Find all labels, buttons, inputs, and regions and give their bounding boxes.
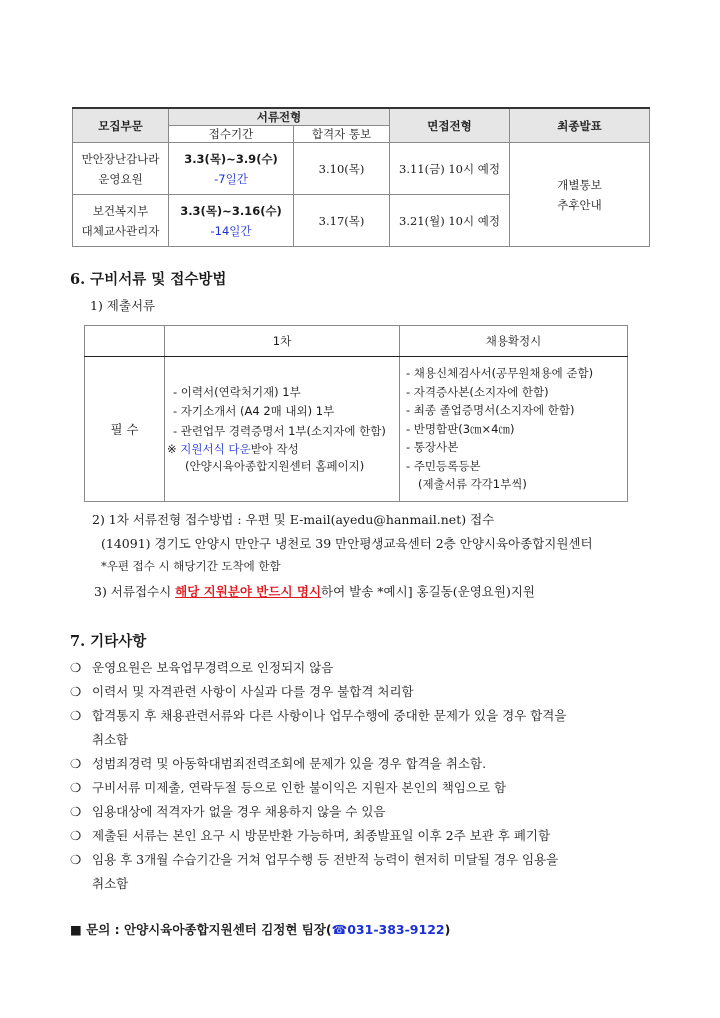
dept-name: 보건복지부 xyxy=(92,203,149,218)
note-mark: ※ xyxy=(167,442,177,457)
col-recruit: 모집부문 xyxy=(73,108,169,143)
circle-bullet-icon: ❍ xyxy=(70,828,82,843)
receipt-period: 3.3(목)~3.9(수) xyxy=(184,151,278,166)
receipt-days: -14일간 xyxy=(210,223,252,238)
receipt-period: 3.3(목)~3.16(수) xyxy=(180,203,282,218)
final-notice-later: 추후안내 xyxy=(557,197,602,212)
contact-line: ■ 문의 : 안양시육아종합지원센터 김정현 팀장(☎031-383-9122) xyxy=(70,922,451,937)
dept-role: 운영요원 xyxy=(98,171,143,186)
section-6-sub1: 1) 제출서류 xyxy=(90,298,156,313)
confirm-doc-item: - 주민등록등본 xyxy=(406,458,481,473)
col-final: 최종발표 xyxy=(510,108,650,143)
dept-role: 대체교사관리자 xyxy=(81,223,160,238)
col-first-round: 1차 xyxy=(165,326,400,357)
list-item: ❍ 성범죄경력 및 아동학대범죄전력조회에 문제가 있을 경우 합격을 취소함. xyxy=(70,756,487,771)
list-item-continued: 취소함 xyxy=(92,732,129,747)
section-6-sub2: 2) 1차 서류전형 접수방법 : 우편 및 E-mail(ayedu@hanmail.net) 접수 xyxy=(92,512,495,527)
notify-date: 3.17(목) xyxy=(294,195,390,247)
col-receipt-period: 접수기간 xyxy=(169,126,294,143)
first-doc-item: - 관련업무 경력증명서 1부(소지자에 한함) xyxy=(173,423,386,438)
circle-bullet-icon: ❍ xyxy=(70,660,82,675)
note-text: 받아 작성 xyxy=(250,442,299,457)
final-notice: 개별통보 xyxy=(557,177,602,192)
list-item: ❍ 제출된 서류는 본인 요구 시 방문반환 가능하며, 최종발표일 이후 2주 보관 후 폐기함 xyxy=(70,828,551,843)
table-row xyxy=(73,143,650,195)
col-notify: 합격자 통보 xyxy=(294,126,390,143)
receipt-days: -7일간 xyxy=(214,171,248,186)
interview-date: 3.21(월) 10시 예정 xyxy=(390,195,510,247)
section-7-title: 7. 기타사항 xyxy=(70,633,147,650)
list-item: ❍ 이력서 및 자격관련 사항이 사실과 다를 경우 불합격 처리함 xyxy=(70,684,414,699)
confirm-doc-note: (제출서류 각각1부씩) xyxy=(418,477,527,492)
contact-text: 문의 : 안양시육아종합지원센터 김정현 팀장( xyxy=(86,922,332,937)
circle-bullet-icon: ❍ xyxy=(70,804,82,819)
documents-table xyxy=(84,325,628,502)
confirm-doc-item: - 채용신체검사서(공무원채용에 준함) xyxy=(406,366,594,381)
circle-bullet-icon: ❍ xyxy=(70,708,82,723)
list-item: ❍ 임용대상에 적격자가 없을 경우 채용하지 않을 수 있음 xyxy=(70,804,386,819)
specify-field-emphasis: 해당 지원분야 반드시 명시 xyxy=(175,584,322,599)
confirm-doc-item: - 반명함판(3㎝×4㎝) xyxy=(406,421,515,436)
post-note: *우편 접수 시 해당기간 도착에 한함 xyxy=(101,559,281,573)
confirm-doc-item: - 최종 졸업증명서(소지자에 한함) xyxy=(406,403,575,418)
phone-icon: ☎ xyxy=(331,922,348,937)
square-bullet-icon: ■ xyxy=(70,922,82,937)
list-item: ❍ 구비서류 미제출, 연락두절 등으로 인한 불이익은 지원자 본인의 책임으로 함 xyxy=(70,780,507,795)
section-6-title: 6. 구비서류 및 접수방법 xyxy=(70,271,227,288)
confirm-doc-item: - 통장사본 xyxy=(406,440,459,455)
col-interview: 면접전형 xyxy=(390,108,510,143)
row-label-required: 필 수 xyxy=(85,357,165,502)
list-item: ❍ 운영요원은 보육업무경력으로 인정되지 않음 xyxy=(70,660,334,675)
list-item: ❍ 합격통지 후 채용관련서류와 다른 사항이나 업무수행에 중대한 문제가 있을 경우 합격을 xyxy=(70,708,567,723)
confirm-doc-item: - 자격증사본(소지자에 한함) xyxy=(406,384,549,399)
first-doc-item: - 자기소개서 (A4 2매 내외) 1부 xyxy=(173,404,335,419)
circle-bullet-icon: ❍ xyxy=(70,684,82,699)
circle-bullet-icon: ❍ xyxy=(70,756,82,771)
list-item-continued: 취소함 xyxy=(92,876,129,891)
note-source: (안양시육아종합지원센터 홈페이지) xyxy=(185,459,365,474)
contact-phone[interactable]: 031-383-9122 xyxy=(347,922,445,937)
first-doc-item: - 이력서(연락처기재) 1부 xyxy=(173,384,301,399)
circle-bullet-icon: ❍ xyxy=(70,852,82,867)
form-download-link[interactable]: 지원서식 다운 xyxy=(180,442,251,457)
schedule-table xyxy=(72,107,650,247)
dept-name: 만안장난감나라 xyxy=(81,151,160,166)
list-item: ❍ 임용 후 3개월 수습기간을 거쳐 업무수행 등 전반적 능력이 현저히 미달될 경우 임용을 xyxy=(70,852,559,867)
interview-date: 3.11(금) 10시 예정 xyxy=(390,143,510,195)
notify-date: 3.10(목) xyxy=(294,143,390,195)
circle-bullet-icon: ❍ xyxy=(70,780,82,795)
col-confirmed: 채용확정시 xyxy=(400,326,628,357)
col-doc-screening: 서류전형 xyxy=(169,108,390,126)
mailing-address: (14091) 경기도 안양시 만안구 냉천로 39 만안평생교육센터 2층 안양시육아종합지원센터 xyxy=(101,536,593,551)
section-6-sub3: 3) 서류접수시 해당 지원분야 반드시 명시하여 발송 *예시] 홍길동(운영요원)지원 xyxy=(94,584,535,599)
